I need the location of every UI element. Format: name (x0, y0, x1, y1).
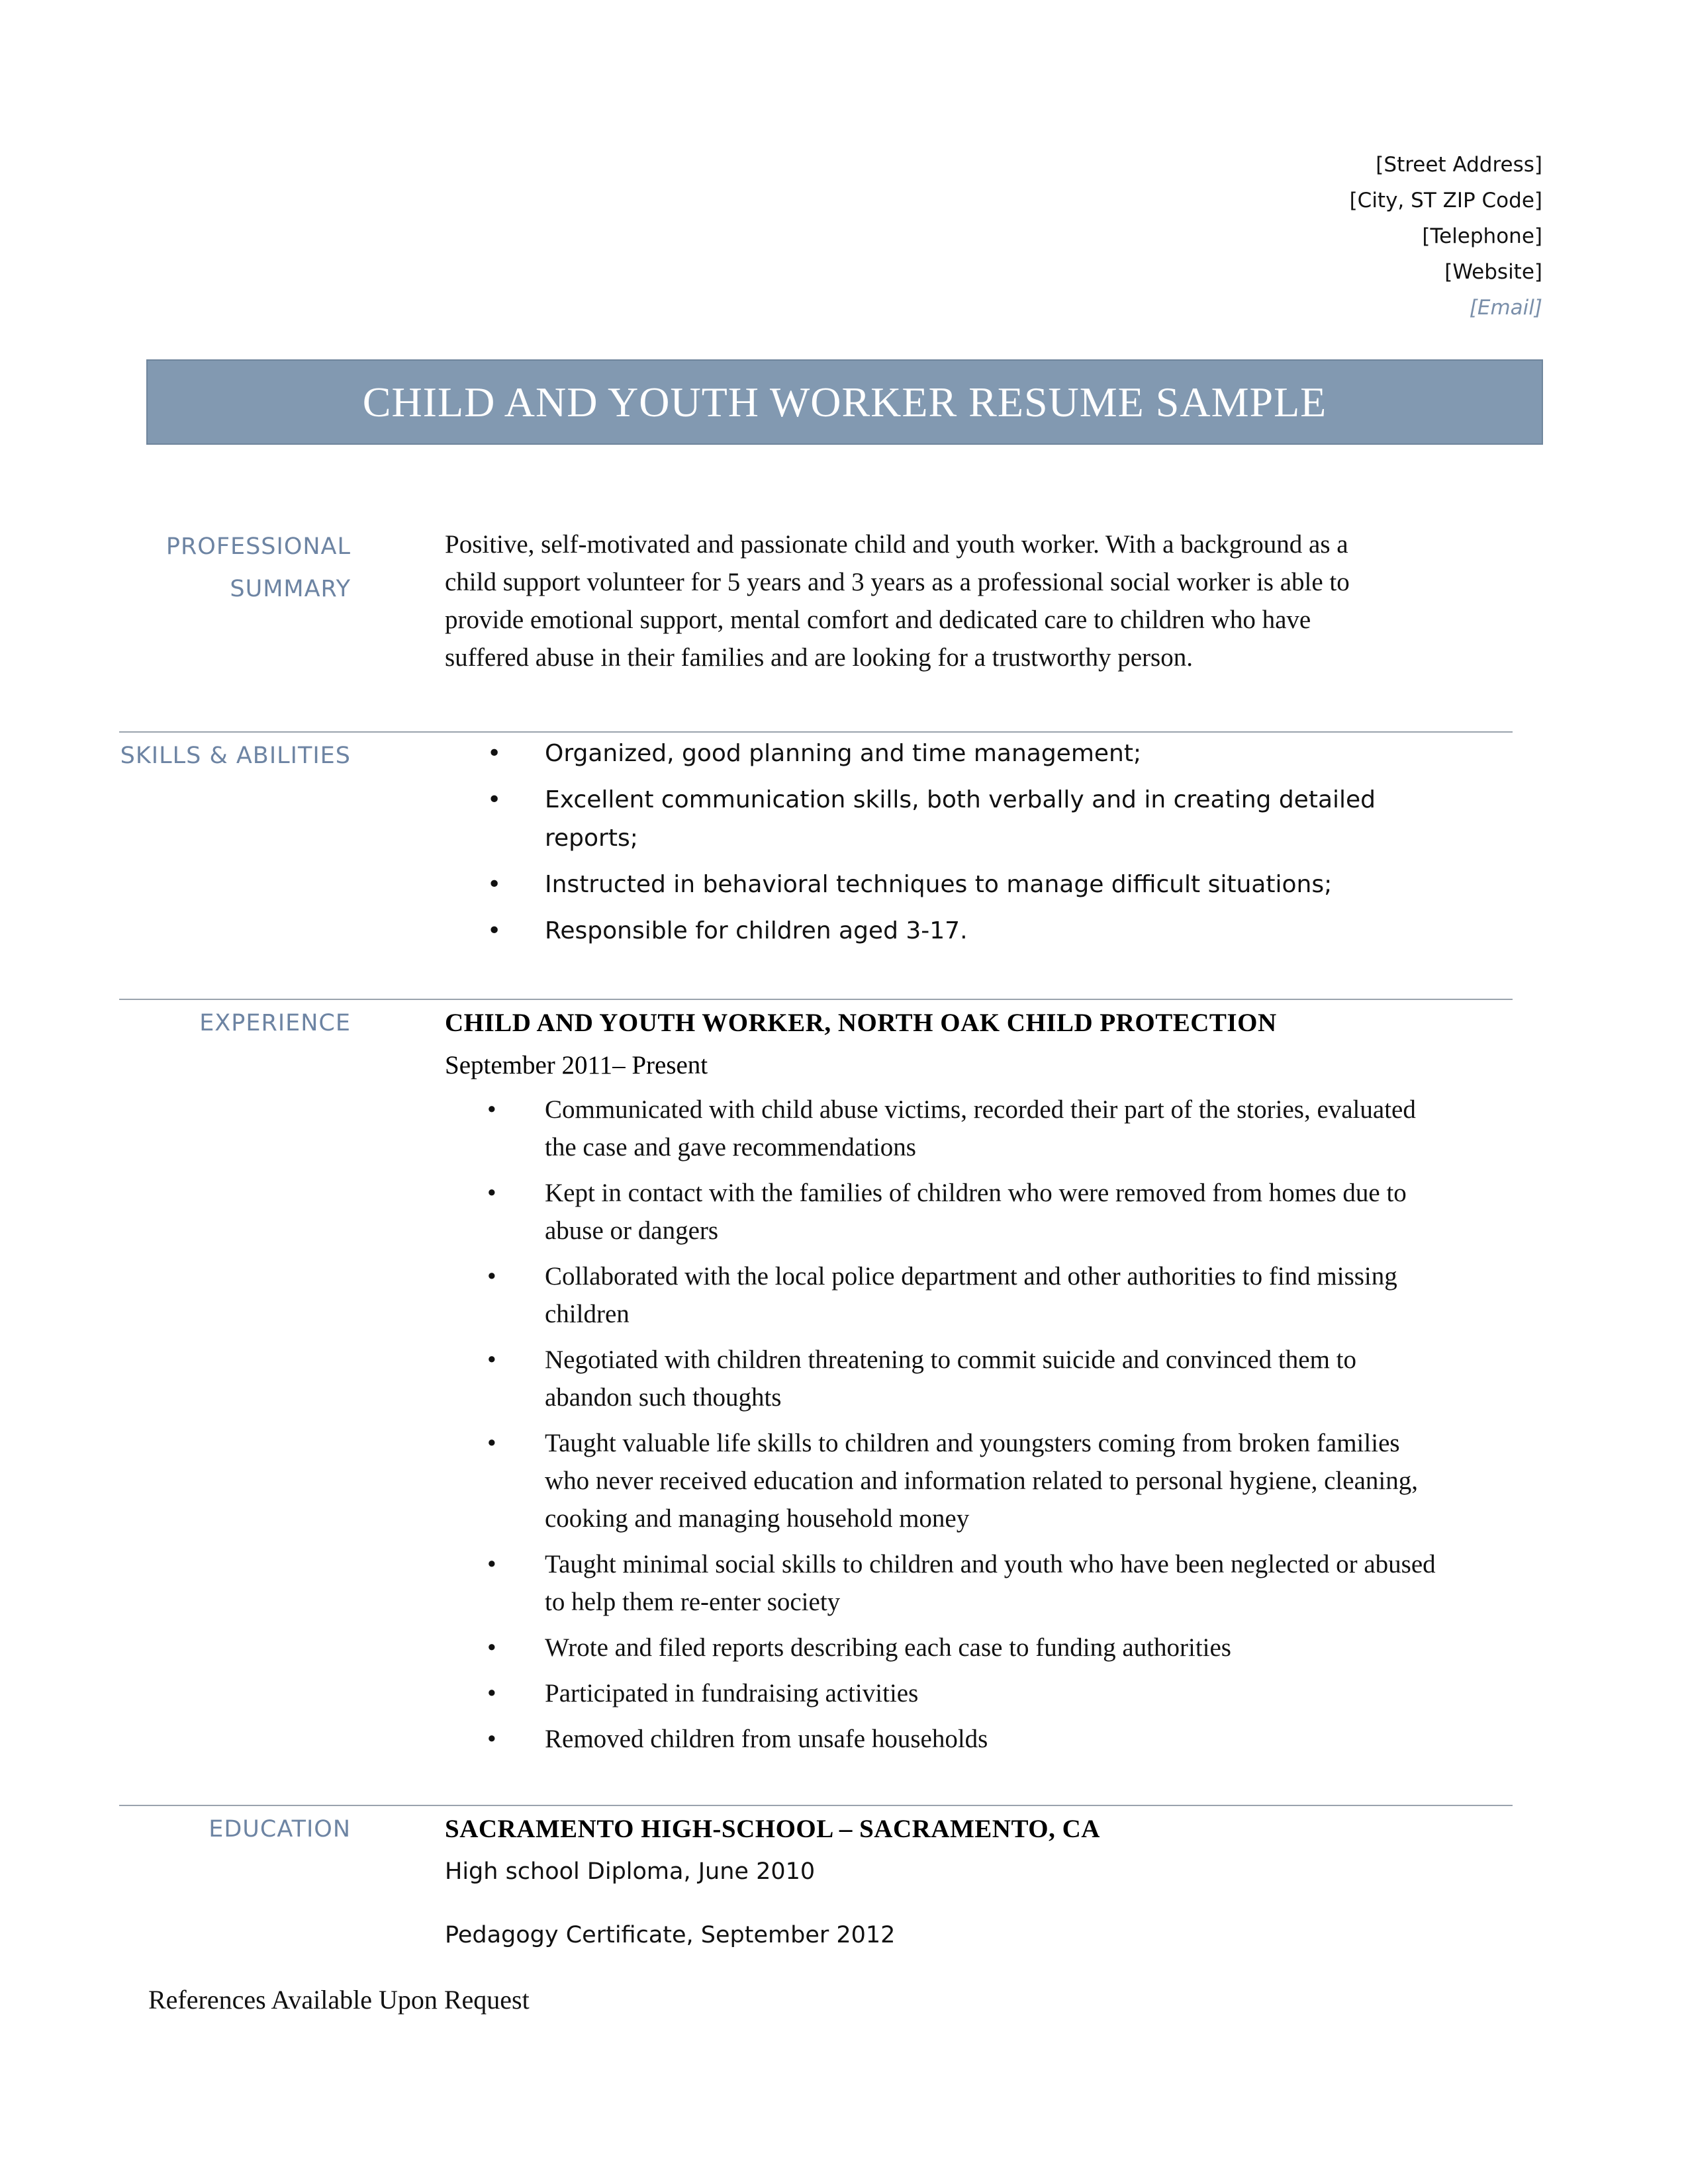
education-content (445, 1808, 1504, 1956)
list-item: • Collaborated with the local police department and other authorities to find missing children (445, 1257, 1438, 1333)
experience-list (445, 1091, 1438, 1758)
summary-label (119, 525, 351, 610)
divider (119, 1805, 1513, 1806)
list-item: • Wrote and filed reports describing each case to funding authorities (445, 1629, 1438, 1666)
website: [Website] (1444, 260, 1542, 284)
job-title: CHILD AND YOUTH WORKER, NORTH OAK CHILD PROTECTION (445, 1009, 1277, 1037)
school-name: SACRAMENTO HIGH-SCHOOL – SACRAMENTO, CA (445, 1815, 1100, 1843)
list-item: • Kept in contact with the families of children who were removed from homes due to abuse or dangers (445, 1174, 1438, 1250)
bullet-icon: • (487, 1429, 496, 1457)
title-banner (146, 359, 1543, 445)
city-zip: [City, ST ZIP Code] (1349, 189, 1542, 212)
bullet-icon: • (487, 1179, 496, 1207)
list-item: • Participated in fundraising activities (445, 1674, 1438, 1712)
list-item: • Removed children from unsafe households (445, 1720, 1438, 1758)
list-item: • Instructed in behavioral techniques to manage difficult situations; (445, 866, 1438, 904)
bullet-icon: • (487, 1725, 496, 1753)
list-item: • Excellent communication skills, both verbally and in creating detailed reports; (445, 781, 1438, 858)
bullet-icon: • (487, 1550, 496, 1578)
bullet-icon: • (487, 1262, 496, 1291)
summary-text: Positive, self-motivated and passionate child and youth worker. With a background as a child support volunteer for 5 years and 3 years as a professional social worker is able to provide emotional support, mental comfort and dedicated care to children who have suffered abuse in their families and are looking for a trustworthy person. (445, 530, 1350, 672)
list-item: • Taught minimal social skills to children and youth who have been neglected or abused to help them re-enter society (445, 1545, 1438, 1621)
bullet-icon: • (487, 1633, 496, 1662)
certificate: Pedagogy Certificate, September 2012 (445, 1922, 896, 1948)
bullet-icon: • (487, 1095, 496, 1124)
bullet-icon: • (487, 1345, 496, 1374)
education-label: EDUCATION (209, 1816, 351, 1843)
contact-block (1350, 147, 1542, 326)
list-item: • Organized, good planning and time management; (445, 735, 1438, 773)
skills-label: SKILLS & ABILITIES (120, 743, 351, 769)
bullet-icon: • (487, 786, 502, 813)
references-note: References Available Upon Request (148, 1985, 530, 2015)
bullet-icon: • (487, 917, 502, 944)
diploma: High school Diploma, June 2010 (445, 1858, 816, 1885)
email: [Email] (1469, 296, 1542, 320)
job-dates: September 2011– Present (445, 1051, 708, 1079)
skills-content (445, 735, 1438, 958)
experience-label: EXPERIENCE (199, 1010, 351, 1036)
bullet-icon: • (487, 1679, 496, 1707)
experience-content (445, 1002, 1504, 1766)
divider (119, 999, 1513, 1000)
bullet-icon: • (487, 740, 502, 767)
list-item: • Responsible for children aged 3-17. (445, 912, 1438, 950)
list-item: • Taught valuable life skills to children and youngsters coming from broken families who never received education and information related to personal hygiene, cleaning, cooking and managing household money (445, 1424, 1438, 1537)
bullet-icon: • (487, 871, 502, 898)
telephone: [Telephone] (1422, 224, 1542, 248)
list-item: • Negotiated with children threatening to commit suicide and convinced them to abandon such thoughts (445, 1341, 1438, 1416)
list-item: • Communicated with child abuse victims, recorded their part of the stories, evaluated the case and gave recommendations (445, 1091, 1438, 1166)
summary-label-line2: SUMMARY (230, 576, 351, 602)
skills-list (445, 735, 1438, 950)
page-title: CHILD AND YOUTH WORKER RESUME SAMPLE (362, 378, 1327, 426)
street-address: [Street Address] (1376, 153, 1542, 177)
summary-label-line1: PROFESSIONAL (165, 533, 351, 560)
divider (119, 731, 1513, 733)
